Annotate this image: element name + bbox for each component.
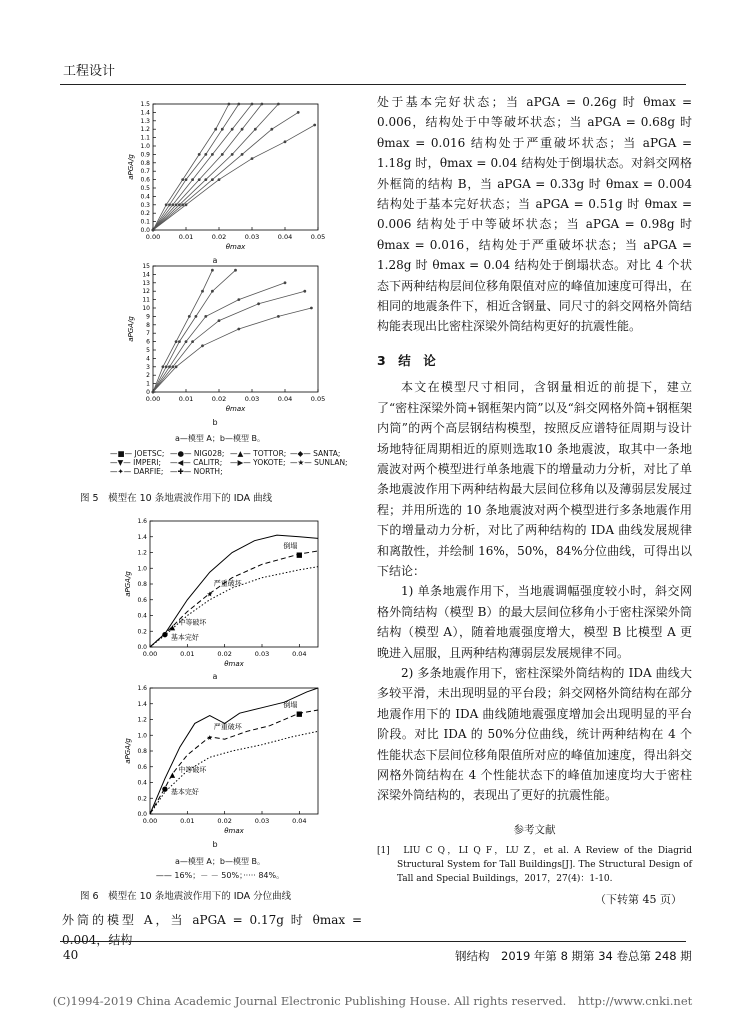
state-label: 基本完好 — [170, 788, 199, 797]
data-point — [201, 290, 204, 293]
y-tick-label: 1 — [146, 380, 150, 388]
data-point — [251, 157, 254, 160]
y-tick-label: 3 — [146, 363, 150, 371]
legend-entry: —▼— IMPERI; — [110, 458, 162, 467]
data-point — [198, 178, 201, 181]
x-tick-label: 0.04 — [292, 650, 307, 658]
y-tick-label: 0.6 — [137, 596, 147, 604]
y-tick-label: 0.8 — [137, 581, 147, 588]
legend-entry: —✚— NORTH; — [170, 467, 223, 476]
data-point — [218, 319, 221, 322]
data-point — [211, 153, 214, 156]
data-point — [237, 328, 240, 331]
data-point — [211, 178, 214, 181]
fig6-models-caption: a—模型 A；b—模型 B。 — [174, 857, 266, 866]
data-point — [254, 128, 257, 131]
x-tick-label: 0.03 — [244, 233, 260, 241]
legend-entry: —▶— YOKOTE; — [230, 458, 286, 467]
data-point — [284, 140, 287, 143]
legend-entry: —●— NIG028; — [170, 449, 225, 458]
y-tick-label: 0.2 — [137, 628, 147, 636]
x-tick-label: 0.04 — [277, 233, 293, 241]
data-point — [221, 153, 224, 156]
data-point — [261, 103, 264, 106]
y-tick-label: 1.0 — [140, 143, 150, 150]
data-point — [195, 315, 198, 318]
y-tick-label: 0.0 — [137, 644, 147, 651]
data-point — [152, 391, 155, 394]
y-tick-label: 0.2 — [137, 795, 147, 803]
series-line — [153, 104, 229, 230]
data-point — [185, 340, 188, 343]
x-axis-label: θmax — [225, 243, 246, 251]
x-tick-label: 0.02 — [217, 650, 232, 658]
y-tick-label: 0.4 — [137, 779, 147, 787]
series-line — [153, 283, 285, 392]
x-tick-label: 0.02 — [217, 817, 232, 825]
x-tick-label: 0.01 — [178, 395, 194, 403]
state-marker: ▲ — [169, 623, 176, 632]
left-bottom-text: 外筒的模型 A，当 aPGA = 0.17g 时 θmax = 0.004，结构 — [62, 913, 362, 947]
y-tick-label: 15 — [142, 263, 150, 270]
fig6b-chart — [110, 682, 330, 842]
y-tick-label: 10 — [142, 305, 150, 312]
data-point — [251, 103, 254, 106]
x-tick-label: 0.05 — [310, 395, 326, 403]
fig5-models-caption: a—模型 A；b—模型 B。 — [174, 434, 266, 443]
data-point — [277, 315, 280, 318]
journal-info: 钢结构 2019 年第 8 期第 34 卷总第 248 期 — [455, 949, 692, 963]
fig5a-label: a — [212, 256, 218, 265]
data-point — [277, 103, 280, 106]
legend-entry: —✦— DARFIE; — [110, 467, 164, 476]
paragraph-3: 1) 单条地震作用下，当地震调幅强度较小时，斜交网格外筒结构（模型 B）的最大层间位移角小于密柱深梁外筒结构（模型 A），随着地震强度增大，模型 B 比模型 A 更晚进入屈服，且两种结构薄弱层发展规律不同。 — [377, 584, 692, 660]
data-point — [231, 128, 234, 131]
state-label: 中等破坏 — [178, 765, 207, 774]
data-point — [175, 340, 178, 343]
data-point — [284, 281, 287, 284]
legend-entry: —◆— SANTA; — [290, 449, 341, 458]
x-tick-label: 0.01 — [180, 817, 195, 825]
fig6a-chart — [110, 515, 330, 675]
series-line — [153, 104, 278, 230]
section-title: 3 结 论 — [377, 352, 436, 368]
x-tick-label: 0.00 — [142, 817, 158, 825]
data-point — [168, 203, 171, 206]
data-point — [270, 128, 273, 131]
y-tick-label: 1.2 — [137, 716, 147, 724]
series-line — [153, 104, 239, 230]
data-point — [214, 128, 217, 131]
header-rule — [60, 84, 686, 85]
y-tick-label: 1.4 — [140, 109, 150, 117]
state-label: 基本完好 — [170, 633, 199, 642]
y-tick-label: 1.1 — [140, 134, 150, 142]
y-axis-label: aPGA/g — [127, 316, 135, 342]
data-point — [313, 124, 316, 127]
data-point — [237, 103, 240, 106]
data-point — [165, 365, 168, 368]
x-tick-label: 0.00 — [142, 650, 158, 658]
data-point — [231, 153, 234, 156]
y-tick-label: 0.3 — [140, 201, 150, 209]
data-point — [228, 103, 231, 106]
x-tick-label: 0.04 — [277, 395, 293, 403]
y-tick-label: 1.0 — [137, 732, 147, 740]
data-point — [211, 269, 214, 272]
fig6-caption: 图 6 模型在 10 条地震波作用下的 IDA 分位曲线 — [80, 891, 292, 902]
x-tick-label: 0.03 — [254, 650, 270, 658]
y-tick-label: 1.6 — [137, 685, 147, 692]
fig5-legend — [110, 449, 350, 476]
x-tick-label: 0.00 — [145, 233, 161, 241]
y-tick-label: 1.2 — [140, 126, 150, 134]
x-tick-label: 0.04 — [292, 817, 307, 825]
state-label: 倒塌 — [283, 701, 298, 710]
x-axis-label: θmax — [225, 405, 246, 413]
series-line — [153, 104, 252, 230]
y-tick-label: 9 — [146, 313, 150, 321]
data-point — [175, 365, 178, 368]
data-point — [165, 203, 168, 206]
y-tick-label: 7 — [146, 330, 150, 338]
x-tick-label: 0.00 — [145, 395, 161, 403]
footer-rule — [60, 941, 686, 942]
data-point — [181, 203, 184, 206]
x-axis-label: θmax — [224, 660, 244, 668]
state-marker: ■ — [296, 710, 303, 719]
fig5b-chart — [115, 260, 330, 420]
series-line — [153, 308, 311, 392]
legend-entry: —■— JOETSC; — [110, 449, 165, 458]
y-axis-label: aPGA/g — [127, 154, 135, 180]
state-label: 严重破坏 — [213, 579, 242, 588]
y-axis-label: aPGA/g — [124, 738, 132, 764]
paragraph-4: 2) 多条地震作用下，密柱深梁外筒结构的 IDA 曲线大多较平滑，未出现明显的平台段；斜交网格外筒结构在部分地震作用下的 IDA 曲线随地震强度增加会出现明显的平台阶段。对比 IDA 的 50%分位曲线，统计两种结构在 4 个性能状态下层间位移角限值所对应的峰值加速度，得出斜交网格外筒结构在 4 个性能状态下的峰值加速度均大于密柱深梁外筒结构的，表现出了更好的抗震性能。 — [377, 665, 692, 803]
paragraph-2: 本文在模型尺寸相同，含钢量相近的前提下，建立了“密柱深梁外筒+钢框架内筒”以及“斜交网格外筒+钢框架内筒”的两个高层钢结构模型，按照反应谱特征周期与设计场地特征周期相近的原则选取10 条地震波，取其中一条地震波对两个模型进行单条地震下的增量动力分析，对比了单条地震波作用下两种结构最大层间位移角以及薄弱层发展过程；并用所选的 10 条地震波对两个模型进行多条地震作用下的增量动力分析，对比了两种结构的 IDA 曲线发展规律和离散性，并绘制 16%，50%，84%分位曲线，可得出以下结论： — [377, 380, 692, 578]
legend-entry: —★— SUNLAN; — [290, 458, 348, 467]
x-tick-label: 0.02 — [211, 233, 227, 241]
data-point — [185, 203, 188, 206]
x-tick-label: 0.02 — [211, 395, 227, 403]
data-point — [201, 344, 204, 347]
data-point — [310, 307, 313, 310]
state-marker: ● — [161, 785, 168, 794]
y-tick-label: 0.0 — [140, 227, 150, 234]
y-tick-label: 1.4 — [137, 700, 147, 708]
running-header: 工程设计 — [63, 64, 116, 79]
data-point — [241, 128, 244, 131]
data-point — [168, 365, 171, 368]
continued-note: （下转第 45 页） — [595, 893, 682, 907]
data-point — [237, 298, 240, 301]
page-number: 40 — [63, 948, 79, 962]
y-tick-label: 12 — [142, 288, 150, 296]
right-column — [377, 92, 692, 911]
y-tick-label: 0.9 — [140, 151, 150, 159]
fig6-legend: —— 16%；－ － 50%；····· 84%。 — [155, 871, 285, 880]
legend-entry: —◀— CALITR; — [170, 458, 223, 467]
data-point — [211, 290, 214, 293]
data-point — [204, 153, 207, 156]
state-label: 倒塌 — [283, 542, 298, 551]
paragraph-1: 处于基本完好状态；当 aPGA = 0.26g 时 θmax = 0.006，结构处于中等破坏状态；当 aPGA = 0.68g 时 θmax = 0.016 结构处于严重破坏状态；当 aPGA = 1.18g 时，θmax = 0.04 结构处于倒塌状态。对斜交网格外框筒的结构 B，当 aPGA = 0.33g 时 θmax = 0.004 结构处于基本完好状态；当 aPGA = 0.51g 时 θmax = 0.006 结构处于中等破坏状态；当 aPGA = 0.98g 时 θmax = 0.016，结构处于严重破坏状态；当 aPGA = 1.28g 时 θmax = 0.04 结构处于倒塌状态。对比 4 个状态下两种结构层间位移角限值对应的峰值加速度可得出，在相同的地震条件下，相近含钢量、同尺寸的斜交网格外筒结构能表现出比密柱深梁外筒结构更好的抗震性能。 — [377, 95, 692, 334]
series-line — [153, 125, 315, 230]
y-tick-label: 2 — [146, 372, 150, 380]
y-tick-label: 1.6 — [137, 518, 147, 525]
y-tick-label: 0.0 — [137, 811, 147, 818]
series-line — [153, 112, 298, 230]
y-tick-label: 0.8 — [137, 748, 147, 755]
y-tick-label: 1.3 — [140, 117, 150, 125]
y-tick-label: 0.4 — [140, 193, 150, 201]
series-line — [153, 104, 262, 230]
references-title: 参考文献 — [513, 823, 556, 836]
plot-frame — [153, 266, 318, 392]
state-marker: ■ — [296, 551, 303, 560]
data-point — [171, 365, 174, 368]
series-line — [150, 535, 318, 647]
state-marker: ★ — [206, 733, 213, 742]
data-point — [204, 315, 207, 318]
y-tick-label: 0 — [146, 389, 150, 396]
state-marker: ● — [161, 630, 168, 639]
y-tick-label: 0.8 — [140, 159, 150, 167]
fig5-caption: 图 5 模型在 10 条地震波作用下的 IDA 曲线 — [80, 493, 273, 504]
y-tick-label: 0.2 — [140, 210, 150, 218]
copyright-notice: (C)1994-2019 China Academic Journal Electronic Publishing House. All rights reserved. http://www.cnki.net — [52, 994, 693, 1008]
data-point — [198, 153, 201, 156]
series-line — [150, 731, 318, 814]
y-tick-label: 0.6 — [137, 763, 147, 771]
data-point — [171, 203, 174, 206]
y-tick-label: 14 — [142, 271, 150, 279]
data-point — [185, 178, 188, 181]
y-tick-label: 1.0 — [137, 565, 147, 573]
data-point — [241, 153, 244, 156]
reference-1: [1] LIU C Q，LI Q F，LU Z，et al. A Review of the Diagrid Structural System for Tall Buildings[J]. The Structural Design of Tall and Special Buildings，2017，27(4)：1-10. — [377, 846, 692, 885]
y-tick-label: 0.5 — [140, 185, 150, 192]
data-point — [178, 340, 181, 343]
state-marker: ★ — [206, 590, 213, 599]
y-tick-label: 1.2 — [137, 549, 147, 557]
y-tick-label: 8 — [146, 321, 150, 329]
data-point — [188, 315, 191, 318]
x-tick-label: 0.01 — [178, 233, 194, 241]
x-axis-label: θmax — [224, 827, 244, 835]
data-point — [181, 178, 184, 181]
fig6b-label: b — [212, 840, 218, 849]
x-tick-label: 0.03 — [254, 817, 270, 825]
y-tick-label: 6 — [146, 338, 150, 346]
state-marker: ▲ — [169, 770, 176, 779]
data-point — [152, 229, 155, 232]
x-tick-label: 0.05 — [310, 233, 326, 241]
data-point — [191, 178, 194, 181]
data-point — [221, 128, 224, 131]
data-point — [303, 290, 306, 293]
data-point — [191, 340, 194, 343]
fig5b-label: b — [212, 418, 218, 427]
data-point — [218, 178, 221, 181]
legend-entry: —▲— TOTTOR; — [230, 449, 287, 458]
data-point — [178, 203, 181, 206]
y-tick-label: 0.7 — [140, 168, 150, 176]
data-point — [204, 178, 207, 181]
y-tick-label: 0.4 — [137, 612, 147, 620]
x-tick-label: 0.01 — [180, 650, 195, 658]
data-point — [257, 302, 260, 305]
y-tick-label: 1.4 — [137, 533, 147, 541]
series-line — [153, 270, 212, 392]
y-tick-label: 11 — [142, 296, 150, 304]
fig5a-chart — [115, 98, 330, 258]
data-point — [175, 203, 178, 206]
y-axis-label: aPGA/g — [124, 571, 132, 597]
x-tick-label: 0.03 — [244, 395, 260, 403]
series-line — [150, 551, 318, 647]
y-tick-label: 13 — [142, 279, 150, 287]
y-tick-label: 0.1 — [140, 218, 150, 226]
fig6a-label: a — [212, 672, 218, 681]
data-point — [234, 269, 237, 272]
y-tick-label: 5 — [146, 347, 150, 354]
y-tick-label: 4 — [146, 355, 150, 363]
data-point — [162, 365, 165, 368]
state-label: 中等破坏 — [178, 618, 207, 627]
y-tick-label: 1.5 — [140, 101, 150, 108]
data-point — [297, 111, 300, 114]
state-label: 严重破坏 — [213, 722, 242, 731]
y-tick-label: 0.6 — [140, 176, 150, 184]
